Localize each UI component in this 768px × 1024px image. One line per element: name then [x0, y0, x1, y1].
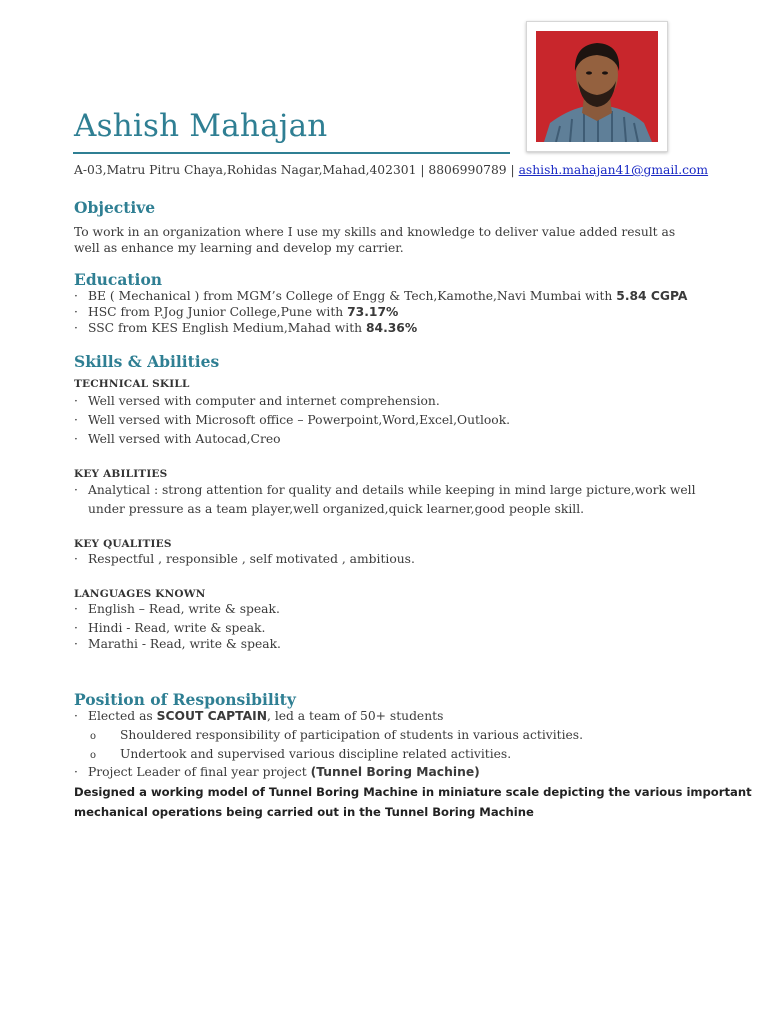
person-portrait-image — [536, 31, 658, 142]
education-text: BE ( Mechanical ) from MGM’s College of Engg & Tech,Kamothe,Navi Mumbai with — [88, 289, 617, 303]
languages-label: LANGUAGES KNOWN — [74, 588, 206, 600]
name-underline — [73, 152, 510, 154]
education-item — [74, 289, 687, 303]
bullet: · — [74, 765, 78, 779]
candidate-name: Ashish Mahajan — [74, 108, 328, 144]
education-text: HSC from P.Jog Junior College,Pune with — [88, 305, 348, 319]
responsibility-subitem — [90, 747, 511, 761]
bullet: · — [74, 413, 78, 427]
technical-skill-item — [74, 413, 510, 427]
objective-text: To work in an organization where I use my skills and knowledge to deliver value added result as well as enhance my learning and develop my carrier. — [74, 225, 676, 255]
email-link[interactable]: ashish.mahajan41@gmail.com — [518, 163, 709, 177]
bullet: · — [74, 621, 78, 635]
responsibility-text: Elected as — [88, 709, 157, 723]
project-description-line: mechanical operations being carried out in the Tunnel Boring Machine — [74, 805, 534, 819]
skill-text: Well versed with computer and internet comprehension. — [88, 394, 440, 408]
bullet: · — [74, 602, 78, 616]
skill-text: Well versed with Microsoft office – Powerpoint,Word,Excel,Outlook. — [88, 413, 511, 427]
skills-heading: Skills & Abilities — [74, 352, 220, 371]
responsibility-item — [74, 709, 443, 723]
subitem-text: Undertook and supervised various discipline related activities. — [120, 747, 512, 761]
bullet: · — [74, 321, 78, 335]
contact-line — [74, 163, 708, 177]
education-heading: Education — [74, 270, 163, 289]
bullet: · — [74, 552, 78, 566]
objective-heading: Objective — [74, 198, 156, 217]
technical-skill-item — [74, 432, 281, 446]
responsibility-item — [74, 765, 480, 779]
education-text: SSC from KES English Medium,Mahad with — [88, 321, 366, 335]
key-qualities-item — [74, 552, 415, 566]
responsibility-subitem — [90, 728, 583, 742]
key-qualities-label: KEY QUALITIES — [74, 538, 172, 550]
key-abilities-item — [74, 483, 696, 497]
language-item — [74, 602, 280, 616]
education-item — [74, 305, 398, 319]
profile-photo-frame — [526, 21, 668, 152]
contact-address-phone: A-03,Matru Pitru Chaya,Rohidas Nagar,Mahad,402301 | 8806990789 | — [74, 163, 519, 177]
language-text: Hindi - Read, write & speak. — [88, 621, 266, 635]
education-item — [74, 321, 417, 335]
ability-text: Analytical : strong attention for quality and details while keeping in mind large picture,work well — [88, 483, 696, 497]
language-text: Marathi - Read, write & speak. — [88, 637, 281, 651]
bullet: · — [74, 637, 78, 651]
key-abilities-label: KEY ABILITIES — [74, 468, 168, 480]
responsibility-text: , led a team of 50+ students — [267, 709, 444, 723]
project-title: (Tunnel Boring Machine) — [310, 765, 480, 779]
key-abilities-continuation: under pressure as a team player,well organized,quick learner,good people skill. — [88, 502, 585, 516]
sub-bullet: o — [90, 750, 97, 761]
project-description-line: Designed a working model of Tunnel Boring Machine in miniature scale depicting the various important — [74, 785, 752, 799]
bullet: · — [74, 394, 78, 408]
profile-photo — [536, 31, 658, 142]
bullet: · — [74, 289, 78, 303]
bullet: · — [74, 483, 78, 497]
bullet: · — [74, 305, 78, 319]
subitem-text: Shouldered responsibility of participation of students in various activities. — [120, 728, 584, 742]
technical-skill-label: TECHNICAL SKILL — [74, 378, 190, 390]
education-score: 84.36% — [365, 321, 418, 335]
technical-skill-item — [74, 394, 440, 408]
bullet: · — [74, 709, 78, 723]
responsibility-role: SCOUT CAPTAIN — [156, 709, 267, 723]
skill-text: Well versed with Autocad,Creo — [88, 432, 281, 446]
responsibility-heading: Position of Responsibility — [74, 690, 296, 709]
bullet: · — [74, 432, 78, 446]
language-item — [74, 637, 281, 651]
sub-bullet: o — [90, 731, 97, 742]
responsibility-text: Project Leader of final year project — [88, 765, 311, 779]
education-score: 73.17% — [347, 305, 399, 319]
language-text: English – Read, write & speak. — [88, 602, 280, 616]
education-score: 5.84 CGPA — [616, 289, 688, 303]
language-item — [74, 621, 265, 635]
qualities-text: Respectful , responsible , self motivated , ambitious. — [88, 552, 415, 566]
